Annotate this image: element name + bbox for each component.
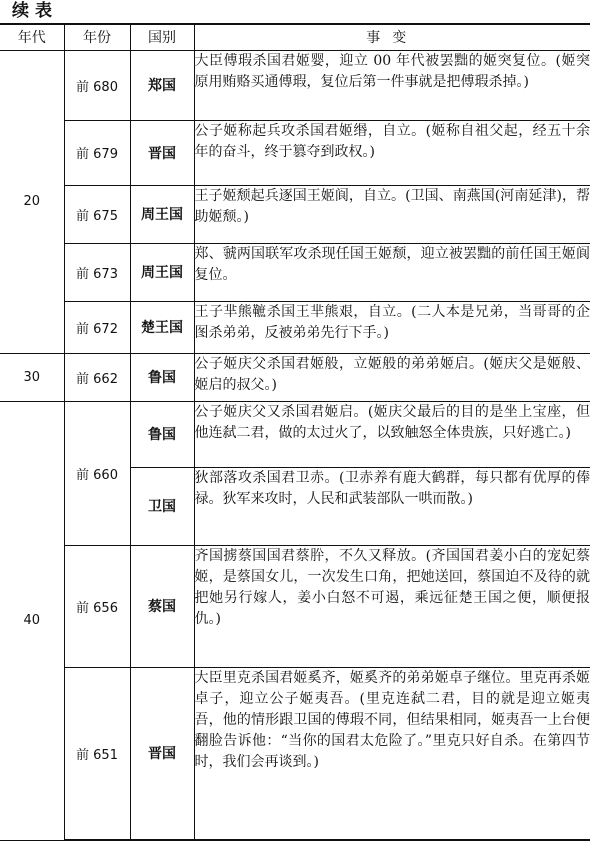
table-row (0, 243, 590, 301)
event-cell: 郑、虢两国联军攻杀现任国王姬颓，迎立被罢黜的前任国王姬阆复位。 (194, 243, 590, 301)
event-cell: 狄部落攻杀国君卫赤。(卫赤养有鹿大鹤群，每只都有优厚的俸禄。狄军来攻时，人民和武装部队一哄而散。) (194, 467, 590, 545)
era-cell: 20 (0, 50, 64, 353)
table-row (0, 401, 590, 467)
table-row (0, 667, 590, 840)
events-table (0, 23, 590, 841)
year-cell: 前 675 (64, 185, 130, 243)
year-cell: 前 660 (64, 401, 130, 545)
table-row (0, 301, 590, 353)
column-header-event: 事变 (194, 24, 590, 50)
column-header-state: 国别 (130, 24, 194, 50)
column-header-era: 年代 (0, 24, 64, 50)
state-cell: 晋国 (130, 667, 194, 840)
event-cell: 王子芈熊䩾杀国王芈熊艰，自立。(二人本是兄弟，当哥哥的企图杀弟弟，反被弟弟先行下手。) (194, 301, 590, 353)
year-cell: 前 672 (64, 301, 130, 353)
year-cell: 前 651 (64, 667, 130, 840)
state-cell: 蔡国 (130, 545, 194, 667)
table-header-row (0, 24, 590, 50)
year-cell: 前 662 (64, 353, 130, 401)
event-cell: 齐国掳蔡国国君蔡肸，不久又释放。(齐国国君姜小白的宠妃蔡姬，是蔡国女儿，一次发生口角，把她送回，蔡国迫不及待的就把她另行嫁人，姜小白怒不可遏，乘远征楚王国之便，顺便报仇。) (194, 545, 590, 667)
event-cell: 公子姬称起兵攻杀国君姬缗，自立。(姬称自祖父起，经五十余年的奋斗，终于篡夺到政权。) (194, 120, 590, 185)
state-cell: 郑国 (130, 50, 194, 120)
era-cell: 30 (0, 353, 64, 401)
state-cell: 鲁国 (130, 353, 194, 401)
state-cell: 楚王国 (130, 301, 194, 353)
table-row (0, 120, 590, 185)
year-cell: 前 679 (64, 120, 130, 185)
state-cell: 周王国 (130, 243, 194, 301)
state-cell: 晋国 (130, 120, 194, 185)
era-cell: 40 (0, 401, 64, 840)
event-cell: 公子姬庆父杀国君姬般，立姬般的弟弟姬启。(姬庆父是姬般、姬启的叔父。) (194, 353, 590, 401)
event-cell: 大臣傅瑕杀国君姬婴，迎立 00 年代被罢黜的姬突复位。(姬突原用贿赂买通傅瑕，复位后第一件事就是把傅瑕杀掉。) (194, 50, 590, 120)
event-cell: 公子姬庆父又杀国君姬启。(姬庆父最后的目的是坐上宝座，但他连弑二君，做的太过火了，以致触怒全体贵族，只好逃亡。) (194, 401, 590, 467)
event-cell: 大臣里克杀国君姬奚齐，姬奚齐的弟弟姬卓子继位。里克再杀姬卓子，迎立公子姬夷吾。(里克连弑二君，目的就是迎立姬夷吾，他的情形跟卫国的傅瑕不同，但结果相同，姬夷吾一上台便翻脸告诉他：“当你的国君太危险了。”里克只好自杀。在第四节时，我们会再谈到。) (194, 667, 590, 840)
column-header-year: 年份 (64, 24, 130, 50)
table-row (0, 185, 590, 243)
table-row (0, 50, 590, 120)
state-cell: 周王国 (130, 185, 194, 243)
page-heading: 续表 (12, 1, 58, 21)
year-cell: 前 656 (64, 545, 130, 667)
state-cell: 鲁国 (130, 401, 194, 467)
year-cell: 前 680 (64, 50, 130, 120)
table-row (0, 353, 590, 401)
table-row (0, 545, 590, 667)
year-cell: 前 673 (64, 243, 130, 301)
event-cell: 王子姬颓起兵逐国王姬阆，自立。(卫国、南燕国(河南延津)，帮助姬颓。) (194, 185, 590, 243)
state-cell: 卫国 (130, 467, 194, 545)
